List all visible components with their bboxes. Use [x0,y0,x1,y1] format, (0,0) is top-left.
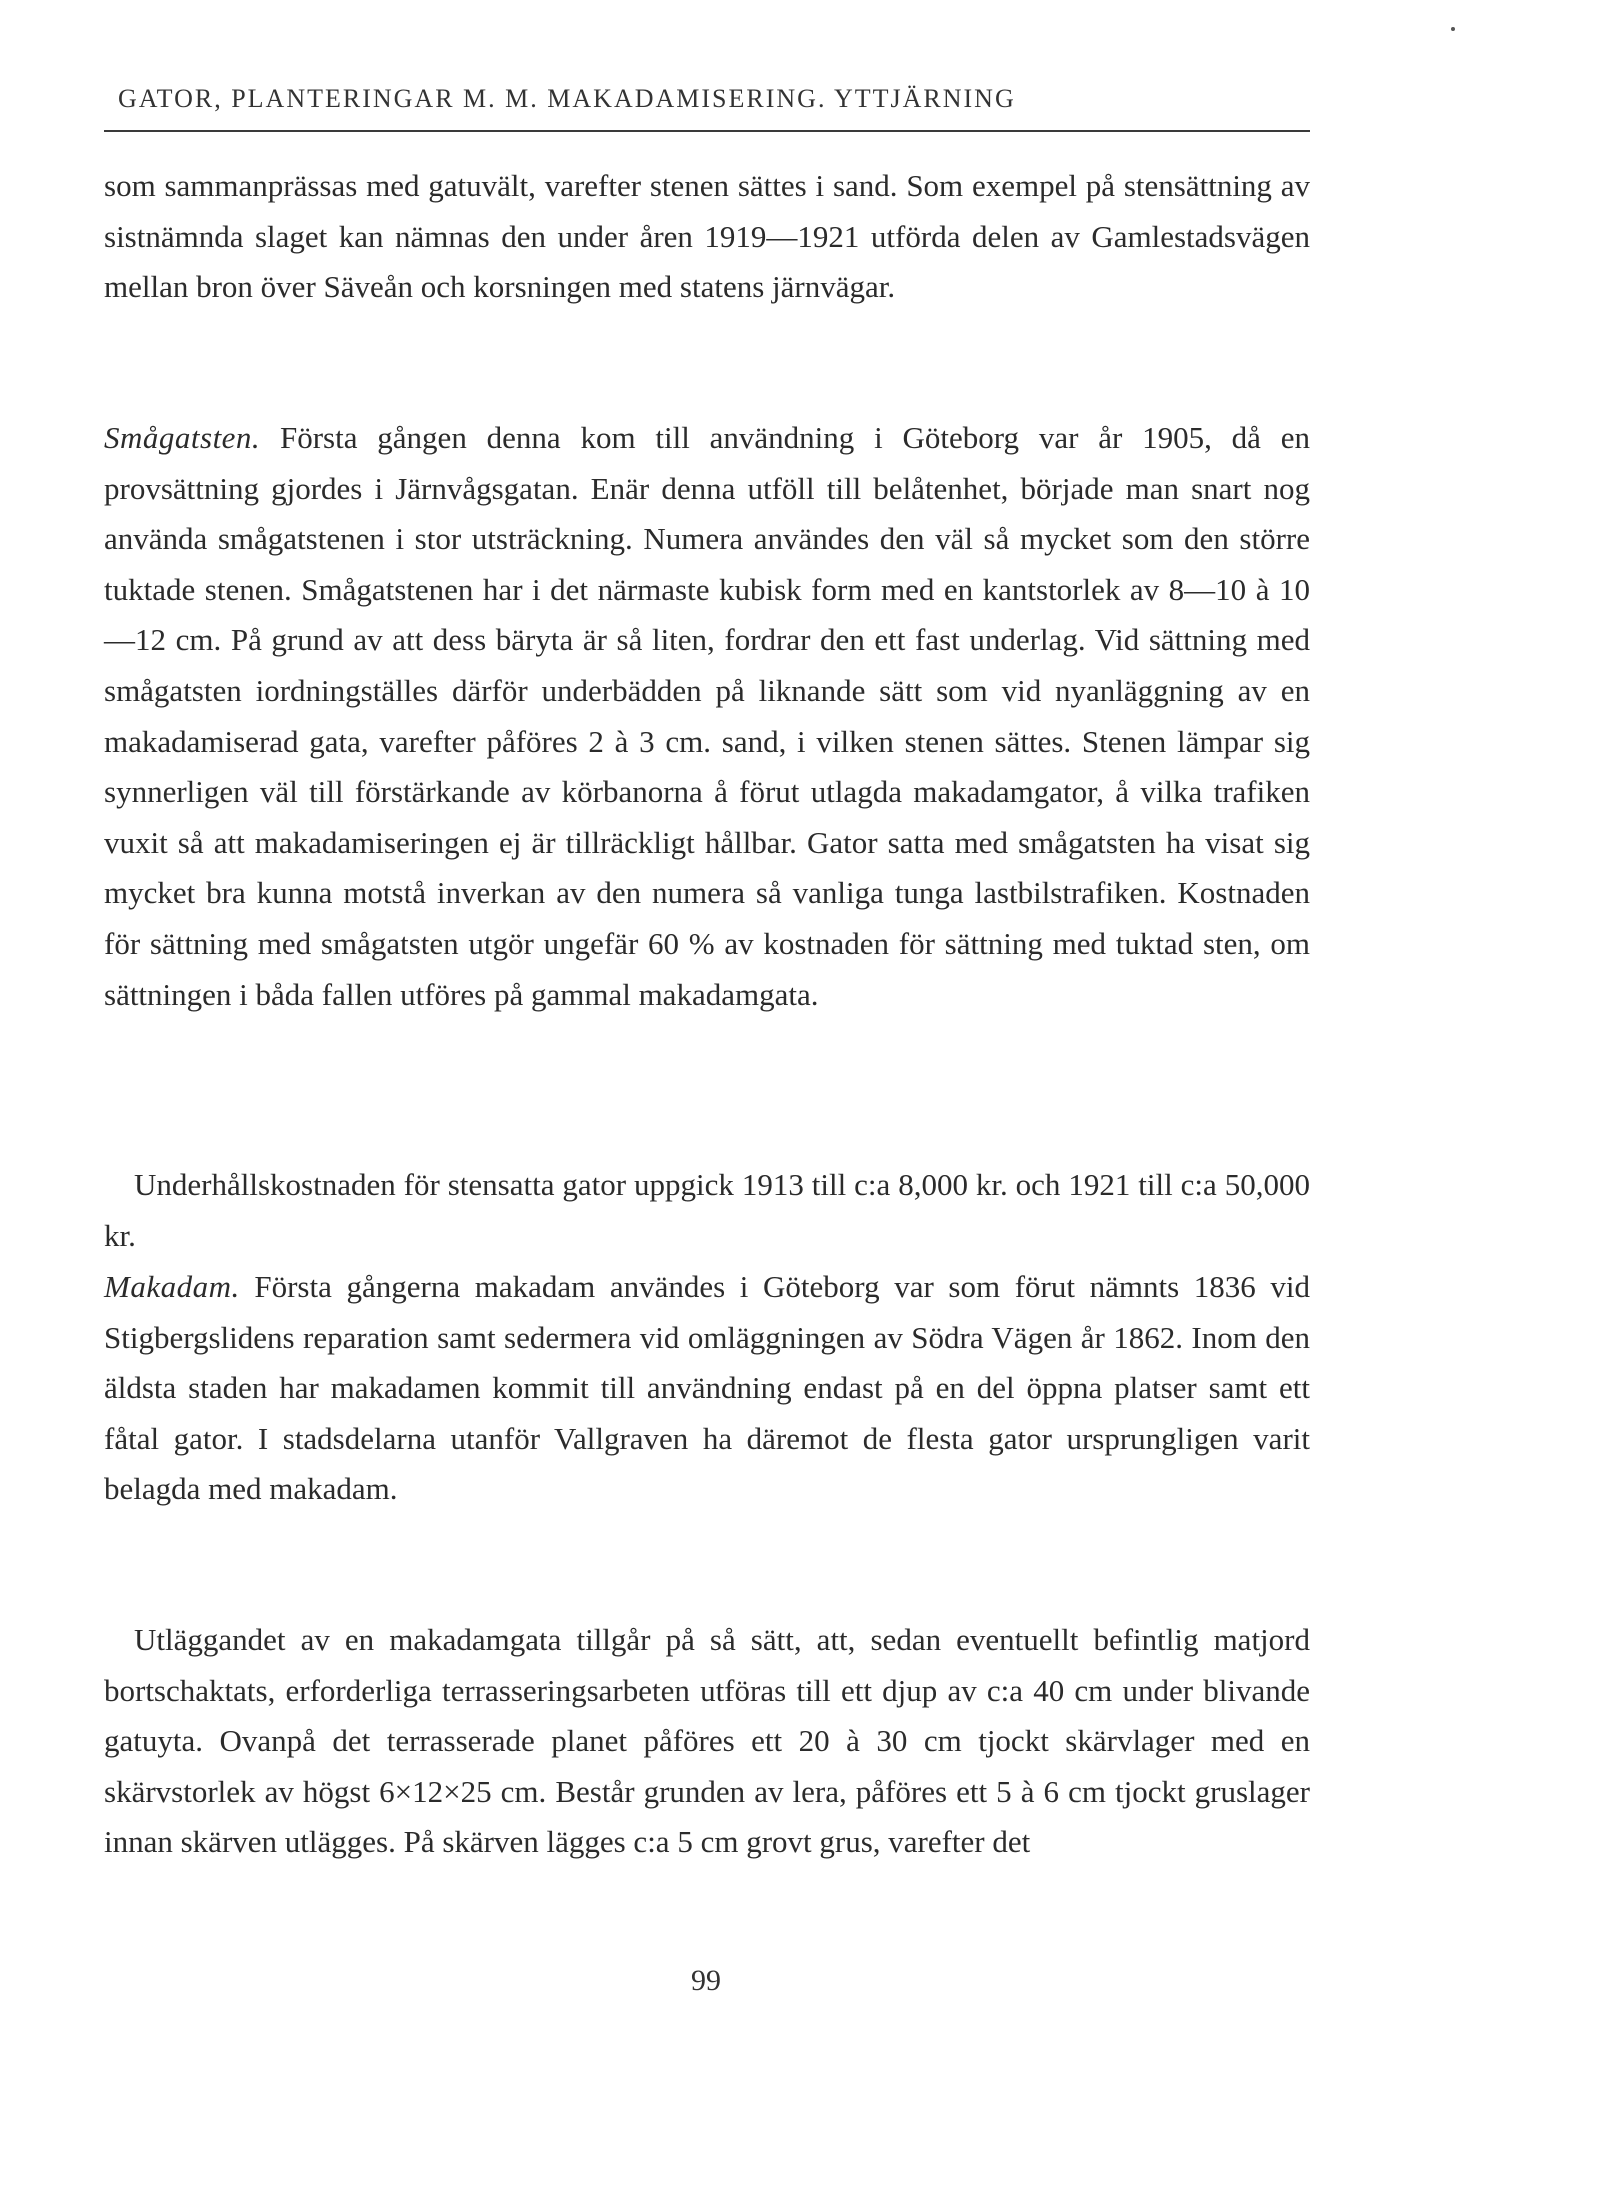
section-lead-makadam: Makadam. [104,1269,240,1304]
paragraph-text: som sammanprässas med gatuvält, varefter stenen sättes i sand. Som exempel på stensättning av sistnämnda slaget kan nämnas den under åren 1919—1921 utförda delen av Gamlestadsvägen mellan bron över Säveån och korsningen med statens järnvägar. [104,168,1310,305]
running-head: GATOR, PLANTERINGAR M. M. MAKADAMISERING. YTTJÄRNING [118,84,1016,113]
paragraph-text: Första gången denna kom till användning i Göteborg var år 1905, då en provsättning gjordes i Järnvågsgatan. Enär denna utföll till belåtenhet, började man snart nog använda smågatstenen i stor utsträckning. Numera användes den väl så mycket som den större tuktade stenen. Smågatstenen har i det närmaste kubisk form med en kantstorlek av 8—10 à 10—12 cm. På grund av att dess bäryta är så liten, fordrar den ett fast underlag. Vid sättning med smågatsten iordningställes därför underbädden på liknande sätt som vid nyanläggning av en makadamiserad gata, varefter påföres 2 à 3 cm. sand, i vilken stenen sättes. Stenen lämpar sig synnerligen väl till förstärkande av körbanorna å förut utlagda makadamgator, å vilka trafiken vuxit så att makadamiseringen ej är tillräckligt hållbar. Gator satta med smågatsten ha visat sig mycket bra kunna motstå inverkan av den numera så vanliga tunga lastbilstrafiken. Kostnaden för sättning med smågatsten utgör ungefär 60 % av kostnaden för sättning med tuktad sten, om sättningen i båda fallen utföres på gammal makadamgata. [104,420,1310,1012]
header-rule [104,130,1310,132]
page-number: 99 [691,1964,721,1997]
paragraph-smagatsten [104,413,1310,1020]
paragraph-text: Underhållskostnaden för stensatta gator uppgick 1913 till c:a 8,000 kr. och 1921 till c:a 50,000 kr. [104,1167,1310,1253]
scan-speck [1451,27,1455,31]
paragraph-text: Första gångerna makadam användes i Göteborg var som förut nämnts 1836 vid Stigbergslidens reparation samt sedermera vid omläggningen av Södra Vägen år 1862. Inom den äldsta staden har makadamen kommit till användning endast på en del öppna platser samt ett fåtal gator. I stadsdelarna utanför Vallgraven ha däremot de flesta gator ursprungligen varit belagda med makadam. [104,1269,1310,1507]
paragraph-stone-paving [104,161,1310,313]
section-lead-smagatsten: Smågatsten. [104,420,261,455]
paragraph-text: Utläggandet av en makadamgata tillgår på så sätt, att, sedan eventuellt befintlig matjord bortschaktats, erforderliga terrasseringsarbeten utföras till ett djup av c:a 40 cm under blivande gatuyta. Ovanpå det terrasserade planet påföres ett 20 à 30 cm tjockt skärvlager med en skärvstorlek av högst 6×12×25 cm. Består grunden av lera, påföres ett 5 à 6 cm tjockt gruslager innan skärven utlägges. På skärven lägges c:a 5 cm grovt grus, varefter det [104,1622,1310,1860]
paragraph-makadam-construction [104,1615,1310,1868]
paragraph-makadam [104,1262,1310,1515]
paragraph-maintenance-cost [104,1160,1310,1261]
